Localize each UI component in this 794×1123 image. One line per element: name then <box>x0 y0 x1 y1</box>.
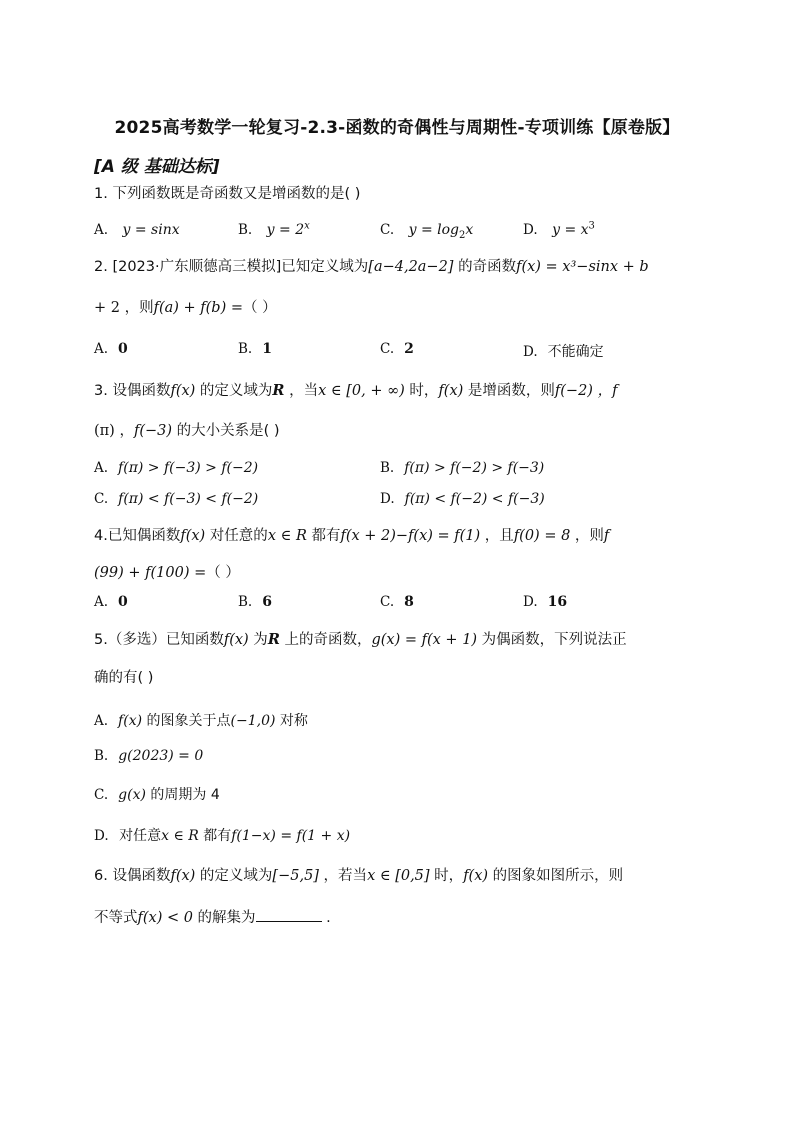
option-value: 16 <box>547 594 568 610</box>
question-1-option-b <box>238 222 310 238</box>
option-expression: f(π) < f(−3) < f(−2) <box>118 491 259 507</box>
option-label: B. <box>238 222 253 238</box>
question-3-option-b <box>380 460 544 476</box>
math: f(x) <box>170 383 196 399</box>
option-label: A. <box>94 460 109 476</box>
option-label: A. <box>94 594 109 610</box>
math: f(x) <box>170 868 196 884</box>
option-expression: f(π) > f(−2) > f(−3) <box>404 460 545 476</box>
question-3-stem-line-2 <box>94 421 280 441</box>
text: . <box>321 910 331 926</box>
question-1-option-a <box>94 222 180 238</box>
option-label: D. <box>523 594 538 610</box>
question-3-option-c <box>94 491 258 507</box>
question-4-option-d <box>523 594 567 610</box>
text: ，若当 <box>318 868 368 884</box>
option-label: D. <box>523 222 538 238</box>
question-1-option-d <box>523 222 595 238</box>
text: 不等式 <box>94 910 138 926</box>
question-5-option-a <box>94 710 308 730</box>
option-expression: y = x <box>552 222 589 238</box>
text: 为偶函数，下列说法正 <box>477 632 627 648</box>
math: f(x) <box>463 868 489 884</box>
option-value: 不能确定 <box>547 344 604 360</box>
math: f(x) <box>438 383 464 399</box>
question-4-stem-line-2 <box>94 563 240 583</box>
option-value: 0 <box>118 341 128 357</box>
option-value: 2 <box>404 341 414 357</box>
text: ，当 <box>284 383 319 399</box>
text: ，则 <box>119 300 154 316</box>
option-label: C. <box>380 222 395 238</box>
question-1-stem: 1. 下列函数既是奇函数又是增函数的是( ) <box>94 186 361 202</box>
option-expression: f(π) < f(−2) < f(−3) <box>404 491 545 507</box>
math: x ∈ [0,5] <box>367 868 430 884</box>
option-label: A. <box>94 713 109 729</box>
question-6-stem-line-1 <box>94 866 623 886</box>
question-4-option-c <box>380 594 414 610</box>
text: 的奇函数 <box>453 259 517 275</box>
text: 5.（多选）已知函数 <box>94 632 224 648</box>
question-2-option-d <box>523 341 604 361</box>
text: 时， <box>404 383 439 399</box>
option-label: D. <box>380 491 395 507</box>
text: （ ） <box>206 565 240 581</box>
math-set: R <box>267 631 280 648</box>
option-expression: (−1,0) <box>230 713 276 729</box>
math-set: R <box>272 382 285 399</box>
text: 2. [2023·广东顺德高三模拟]已知定义域为 <box>94 259 369 275</box>
text: 的大小关系是( ) <box>172 423 280 439</box>
option-value: 8 <box>404 594 414 610</box>
math: g(x) = f(x + 1) <box>371 632 478 648</box>
text: 的定义域为 <box>195 868 273 884</box>
math: f(x) <box>223 632 249 648</box>
option-expression: y = 2 <box>266 222 305 238</box>
text: 对任意的 <box>205 528 268 544</box>
question-4-option-b <box>238 594 272 610</box>
option-expression: y = sinx <box>122 222 180 238</box>
option-label: C. <box>380 341 395 357</box>
option-expression-tail: x <box>465 222 474 238</box>
option-text: 对任意 <box>114 828 162 844</box>
subscript: 2 <box>459 229 466 241</box>
math: f(x + 2)−f(x) = f(1) <box>340 528 481 544</box>
option-expression: g(x) <box>118 787 146 803</box>
question-2-stem-line-1 <box>94 257 649 277</box>
text: 上的奇函数， <box>279 632 372 648</box>
question-5-option-b <box>94 748 203 764</box>
option-label: B. <box>238 594 253 610</box>
exponent: 3 <box>588 220 595 232</box>
option-expression: x ∈ R <box>161 828 199 844</box>
option-value: 6 <box>262 594 272 610</box>
math: f(−2) <box>554 383 593 399</box>
section-heading: [A 级 基础达标] <box>94 157 220 177</box>
math: (99) + f(100) = <box>94 565 207 581</box>
text: 的定义域为 <box>195 383 273 399</box>
math: f <box>603 528 610 544</box>
option-label: B. <box>238 341 253 357</box>
math: x ∈ [0, + ∞) <box>318 383 405 399</box>
text: ，则 <box>570 528 604 544</box>
option-text: 的图象关于点 <box>142 713 231 729</box>
question-4-option-a <box>94 594 128 610</box>
text: 都有 <box>306 528 341 544</box>
question-5-stem-line-1 <box>94 630 627 650</box>
math-domain: [a−4,2a−2] <box>368 259 454 275</box>
math: f(x) <box>180 528 206 544</box>
question-5-option-c <box>94 784 220 804</box>
text: 4.已知偶函数 <box>94 528 181 544</box>
math: (π) <box>94 423 115 439</box>
question-2-stem-line-2 <box>94 298 277 318</box>
math-function: f(x) = x³−sinx + b <box>516 259 649 275</box>
text: 的图象如图所示，则 <box>488 868 624 884</box>
question-2-option-c <box>380 341 414 357</box>
option-text: 的周期为 4 <box>145 787 220 803</box>
option-label: D. <box>523 344 538 360</box>
option-text: 对称 <box>275 713 308 729</box>
document-title: 2025高考数学一轮复习-2.3-函数的奇偶性与周期性-专项训练【原卷版】 <box>114 118 680 138</box>
question-3-option-d <box>380 491 545 507</box>
question-2-option-a <box>94 341 128 357</box>
exponent: x <box>304 220 310 232</box>
question-6-stem-line-2 <box>94 907 331 928</box>
option-value: 0 <box>118 594 128 610</box>
option-value: 1 <box>262 341 272 357</box>
text: 是增函数，则 <box>463 383 555 399</box>
question-4-stem-line-1 <box>94 526 609 546</box>
math: x ∈ R <box>267 528 307 544</box>
text: 3. 设偶函数 <box>94 383 171 399</box>
math: + 2 <box>94 300 120 316</box>
math: f(−3) <box>133 423 173 439</box>
option-text: 都有 <box>198 828 232 844</box>
answer-blank[interactable] <box>256 907 322 922</box>
option-expression: g(2023) = 0 <box>118 748 204 764</box>
math: f(x) < 0 <box>137 910 193 926</box>
option-expression: f(x) <box>118 713 143 729</box>
option-label: D. <box>94 828 109 844</box>
text: ，且 <box>480 528 514 544</box>
option-label: A. <box>94 341 109 357</box>
question-5-option-d <box>94 825 350 845</box>
text: 的解集为 <box>192 910 256 926</box>
option-label: C. <box>380 594 395 610</box>
math: ，f <box>592 383 618 399</box>
option-label: B. <box>94 748 109 764</box>
option-expression: y = log <box>408 222 460 238</box>
math: f(0) = 8 <box>513 528 571 544</box>
question-5-stem-line-2: 确的有( ) <box>94 670 154 686</box>
math: f(a) + f(b) = <box>153 300 244 316</box>
option-label: A. <box>94 222 109 238</box>
option-expression: f(1−x) = f(1 + x) <box>231 828 351 844</box>
option-expression: f(π) > f(−3) > f(−2) <box>118 460 259 476</box>
option-label: C. <box>94 787 109 803</box>
text: 为 <box>248 632 268 648</box>
question-3-option-a <box>94 460 258 476</box>
option-label: B. <box>380 460 395 476</box>
text: 时， <box>429 868 464 884</box>
math: [−5,5] <box>272 868 319 884</box>
question-1-option-c <box>380 222 474 241</box>
text: （ ） <box>243 300 277 316</box>
question-2-option-b <box>238 341 272 357</box>
option-label: C. <box>94 491 109 507</box>
question-3-stem-line-1 <box>94 381 617 401</box>
text: 6. 设偶函数 <box>94 868 171 884</box>
text: ， <box>114 423 134 439</box>
